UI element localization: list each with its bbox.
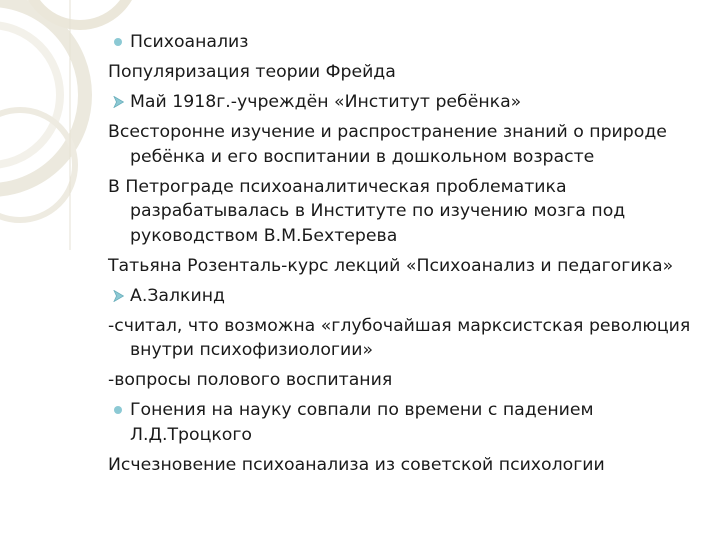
- list-item: [108, 30, 708, 55]
- item-text: Всесторонне изучение и распространение знаний о природе ребёнка и его воспитании в дошкольном возрасте: [108, 122, 667, 167]
- bullet-arrow-icon: [108, 90, 128, 114]
- item-text: Май 1918г.-учреждён «Институт ребёнка»: [130, 92, 522, 112]
- item-text: -считал, что возможна «глубочайшая марксистская революция внутри психофизиологии»: [108, 315, 691, 360]
- list-item: [108, 314, 708, 363]
- list-item: [108, 284, 708, 309]
- list-item: [108, 60, 708, 85]
- bullet-arrow-icon: [108, 284, 128, 308]
- list-item: [108, 90, 708, 115]
- list-item: [108, 398, 708, 447]
- bullet-dot-icon: [108, 30, 128, 54]
- slide-content: [108, 30, 708, 483]
- item-text: Исчезновение психоанализа из советской психологии: [108, 454, 605, 475]
- item-text: Психоанализ: [130, 32, 249, 52]
- item-text: В Петрограде психоаналитическая проблематика разрабатывалась в Институте по изучению мозга под руководством В.М.Бехтерева: [108, 176, 626, 246]
- item-text: -вопросы полового воспитания: [108, 370, 393, 390]
- list-item: [108, 175, 708, 249]
- item-text: Гонения на науку совпали по времени с падением Л.Д.Троцкого: [130, 400, 594, 445]
- item-text: Популяризация теории Фрейда: [108, 62, 396, 82]
- list-item: [108, 368, 708, 393]
- list-item: [108, 453, 708, 478]
- item-text: Татьяна Розенталь-курс лекций «Психоанализ и педагогика»: [108, 255, 674, 276]
- list-item: [108, 120, 708, 169]
- list-item: [108, 254, 708, 279]
- bullet-dot-icon: [108, 398, 128, 422]
- item-text: А.Залкинд: [130, 285, 225, 306]
